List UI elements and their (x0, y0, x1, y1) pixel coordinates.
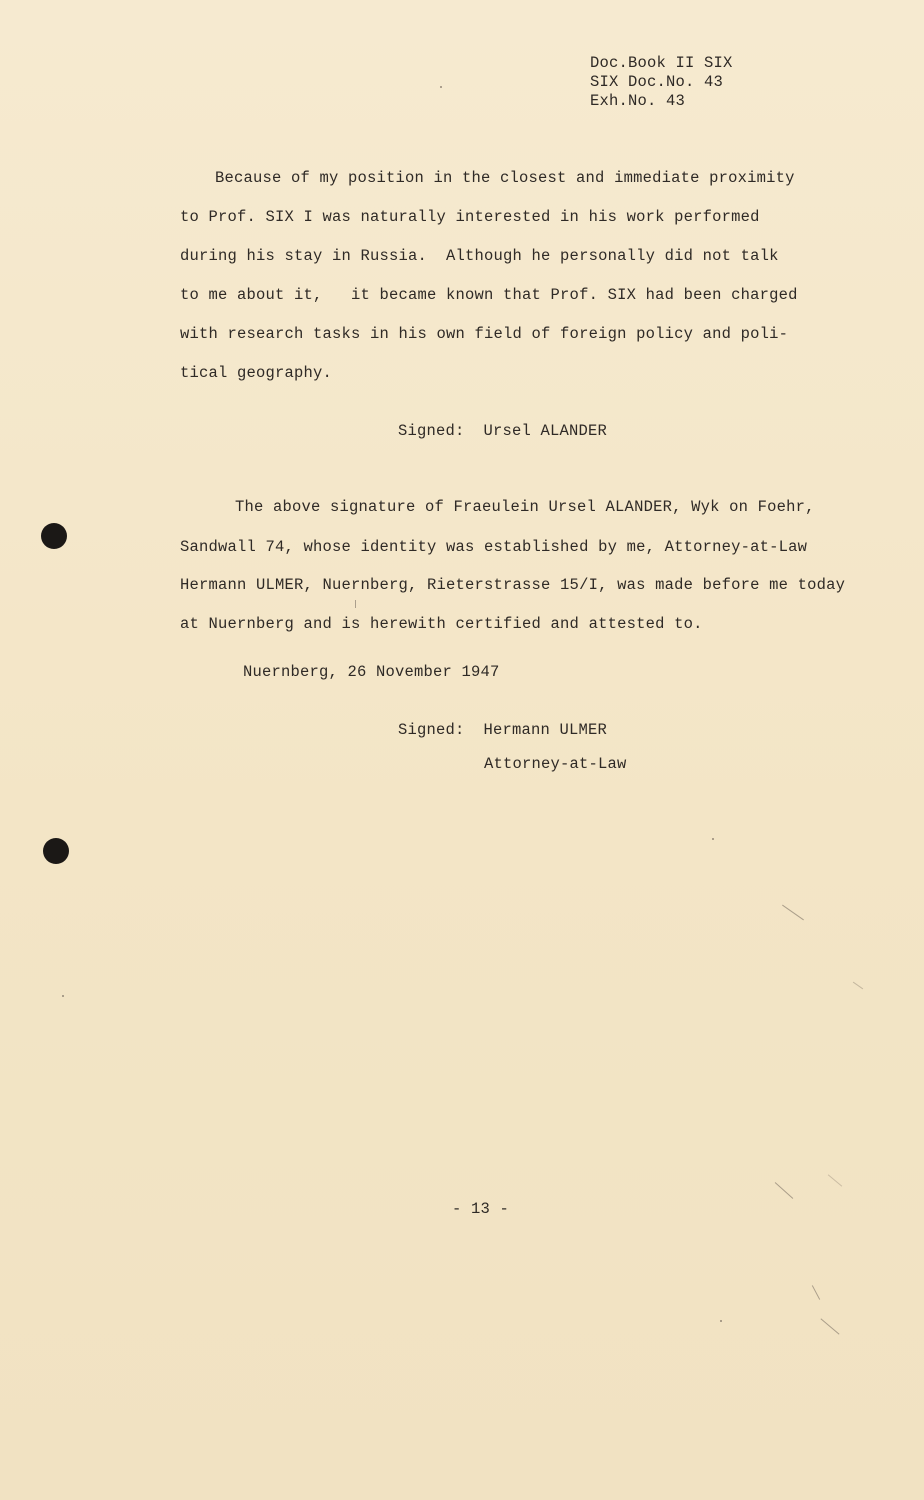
paper-speck (62, 995, 64, 997)
paper-speck (720, 1320, 722, 1322)
paper-speck (712, 838, 714, 840)
doc-book-ref: Doc.Book II SIX (590, 54, 733, 72)
paper-speck (775, 1182, 794, 1199)
punch-hole-top (41, 523, 67, 549)
doc-number-ref: SIX Doc.No. 43 (590, 73, 724, 91)
page-number: - 13 - (452, 1200, 510, 1218)
paragraph2-line: Hermann ULMER, Nuernberg, Rieterstrasse 15/I, was made before me today (180, 576, 846, 594)
signature-ursel-alander: Signed: Ursel ALANDER (398, 422, 608, 440)
paper-speck (828, 1174, 842, 1186)
signature-hermann-ulmer: Signed: Hermann ULMER (398, 721, 608, 739)
place-and-date: Nuernberg, 26 November 1947 (243, 663, 500, 681)
paragraph2-line: Sandwall 74, whose identity was established by me, Attorney-at-Law (180, 538, 808, 556)
exhibit-number-ref: Exh.No. 43 (590, 92, 686, 110)
paragraph1-line: to me about it, it became known that Prof. SIX had been charged (180, 286, 798, 304)
paragraph1-line: Because of my position in the closest and immediate proximity (215, 169, 795, 187)
paper-speck (812, 1285, 820, 1300)
paper-speck (782, 905, 804, 921)
paper-speck (853, 982, 863, 990)
paragraph1-line: tical geography. (180, 364, 333, 382)
paragraph1-line: to Prof. SIX I was naturally interested in his work performed (180, 208, 760, 226)
paper-speck (820, 1318, 839, 1334)
paragraph1-line: with research tasks in his own field of foreign policy and poli- (180, 325, 789, 343)
paper-speck (440, 86, 442, 88)
paragraph2-line: at Nuernberg and is herewith certified and attested to. (180, 615, 703, 633)
paper-speck (355, 600, 356, 608)
signature-title: Attorney-at-Law (484, 755, 627, 773)
punch-hole-bottom (43, 838, 69, 864)
paragraph1-line: during his stay in Russia. Although he personally did not talk (180, 247, 779, 265)
paragraph2-line: The above signature of Fraeulein Ursel ALANDER, Wyk on Foehr, (235, 498, 815, 516)
